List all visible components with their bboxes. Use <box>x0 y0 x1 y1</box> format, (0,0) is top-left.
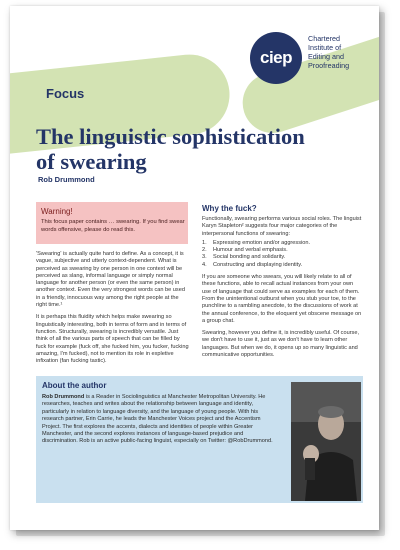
functions-list <box>202 240 362 269</box>
paragraph: Swearing, however you define it, is incredibly useful. Of course, we don't have to use it, just as we don't have to learn other languages. But when we do, it opens up so many linguistic and communicative opportunities. <box>202 330 360 359</box>
paragraph: Functionally, swearing performs various social roles. The linguist Karyn Stapleton² suggests four major categories of the interpersonal functions of swearing: <box>202 216 362 237</box>
paragraph: If you are someone who swears, you will likely relate to all of these functions, able to recall actual instances from your own use of language that could serve as examples for each of them. From the unintentional outburst when you stub your toe, to the punchline to a rambling anecdote, to the discussions of work at the annual conference, to the eloquent yet obscene message on a group chat. <box>202 274 362 324</box>
document-page <box>10 6 379 530</box>
about-author-box <box>36 376 363 503</box>
logo-mark: ciep <box>259 48 293 67</box>
author-name: Rob Drummond <box>42 394 85 400</box>
list-item: 3. Social bonding and solidarity. <box>202 254 286 261</box>
author-photo <box>291 382 361 501</box>
list-item: 2. Humour and verbal emphasis. <box>202 247 288 254</box>
org-name: Chartered Institute of Editing and Proofreading <box>308 34 350 70</box>
paragraph: It is perhaps this fluidity which helps make swearing so linguistically interesting, both in terms of form and in terms of function. Structurally, swearing is incredibly versatile. Just think of all the various parts of speech that can be filled by fuck for example (fuck off, she fucked him, you fucker, fucking amazing, I'm fucked), not to mention its role in expletive infixation (fan fucking tastic). <box>36 314 189 365</box>
author-byline: Rob Drummond <box>38 175 95 184</box>
about-text: Rob Drummond is a Reader in Sociolinguistics at Manchester Metropolitan University. He researches, teaches and writes about the relationship between language and identity, particularly in relation to language diversity, and the language of young people. With his research partner, Erin Carrie, he leads the Manchester Voices project and the Accentism Project. The first explores the accents, dialects and identities of people within Greater Manchester, and the second explores instances of language-based prejudice and discrimination. Rob is an active public-facing linguist, especially on Twitter: @RobDrummond. <box>42 394 273 445</box>
list-item: 1. Expressing emotion and/or aggression. <box>202 239 311 246</box>
author-portrait-image <box>291 382 361 501</box>
warning-box <box>36 202 188 244</box>
section-label: Focus <box>46 86 85 101</box>
right-column <box>202 216 362 364</box>
list-item: 4. Constructing and displaying identity. <box>202 261 303 268</box>
left-column <box>36 251 190 370</box>
ciep-logo <box>250 32 302 84</box>
warning-title: Warning! <box>41 207 73 216</box>
warning-text: This focus paper contains … swearing. If you find swear words offensive, please do read this. <box>41 219 185 233</box>
about-title: About the author <box>42 381 107 390</box>
section-heading: Why the fuck? <box>202 204 257 213</box>
page-title: The linguistic sophistication of swearing <box>36 124 305 174</box>
paragraph: 'Swearing' is actually quite hard to define. As a concept, it is vague, subjective and utterly context-dependent. What is perceived as swearing by one person in one context will be perceived as slang, informal language or simply normal language for another person (or even the same person) in another context. Even the very strongest words can be used in a friendly, innocuous way among the right people at the right time.¹ <box>36 251 185 309</box>
